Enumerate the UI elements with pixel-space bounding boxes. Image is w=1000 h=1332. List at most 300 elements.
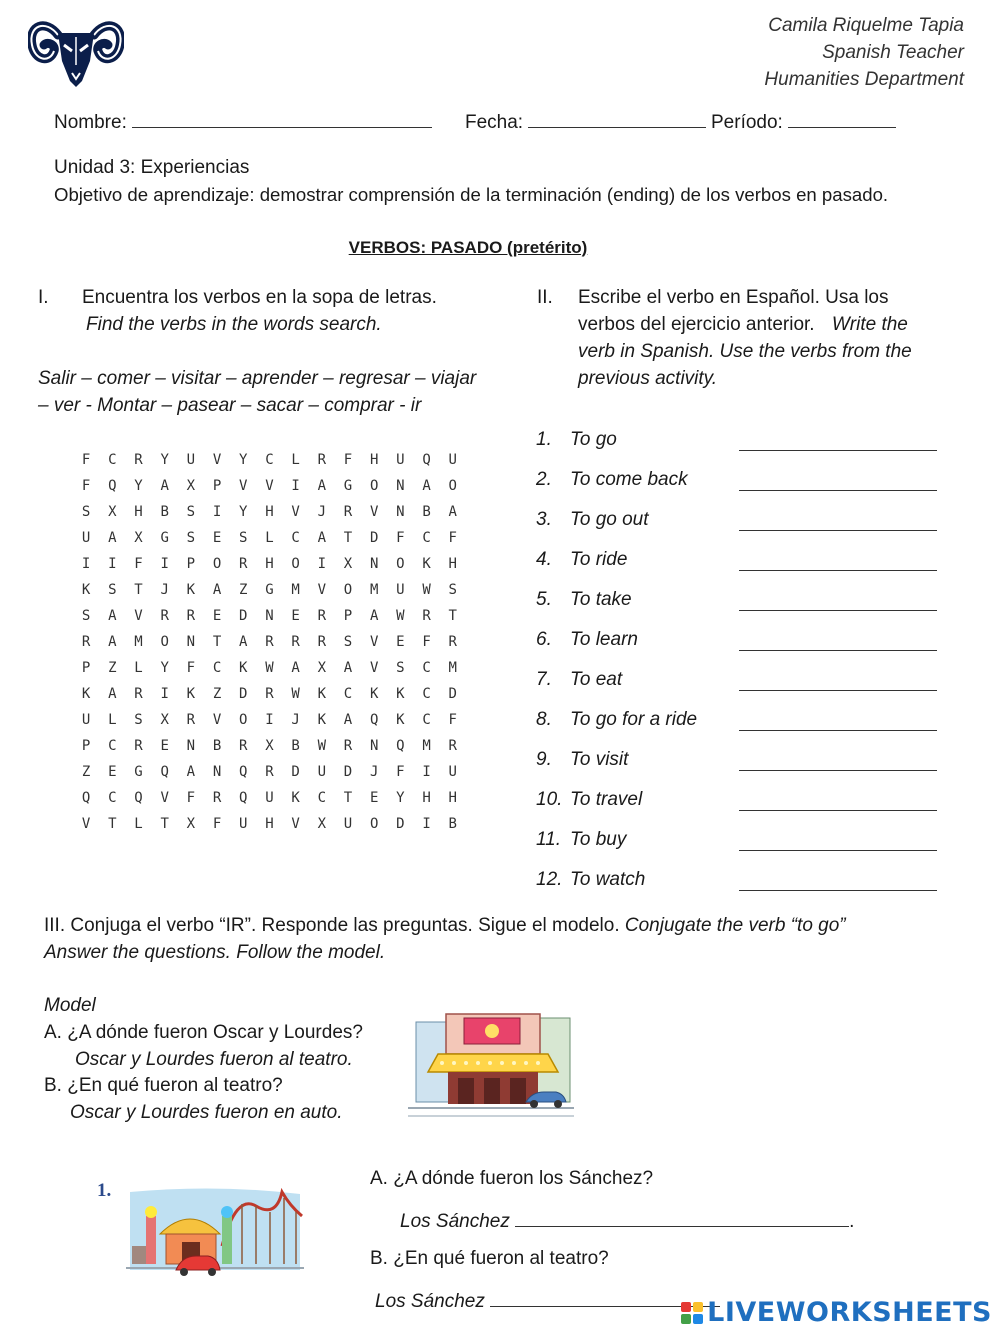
word-search-letter[interactable]: U bbox=[186, 452, 196, 468]
word-search-letter[interactable]: X bbox=[108, 504, 117, 520]
word-list-line-1: Salir – comer – visitar – aprender – regresar – viajar bbox=[38, 368, 477, 389]
exercise-1-answer-a-prefix: Los Sánchez bbox=[400, 1211, 510, 1232]
translation-item-english: To learn bbox=[570, 629, 638, 650]
word-search-letter[interactable]: H bbox=[265, 504, 274, 520]
word-search-letter[interactable]: X bbox=[186, 816, 196, 832]
word-search-letter[interactable]: A bbox=[291, 660, 300, 676]
word-search-letter[interactable]: H bbox=[448, 790, 457, 806]
word-search-letter[interactable]: D bbox=[369, 530, 379, 546]
translation-item-number: 8. bbox=[536, 709, 552, 730]
translation-item-number: 10. bbox=[536, 789, 563, 810]
exercise-1-number: 1. bbox=[97, 1180, 112, 1201]
word-search-letter[interactable]: O bbox=[448, 478, 457, 494]
word-search-letter[interactable]: V bbox=[81, 816, 91, 832]
word-search-letter[interactable]: Z bbox=[239, 582, 248, 598]
theater-illustration bbox=[408, 1008, 574, 1124]
word-search-letter[interactable]: L bbox=[108, 712, 117, 728]
period-field-row bbox=[711, 109, 896, 134]
word-search-letter[interactable]: U bbox=[448, 452, 457, 468]
word-search-letter[interactable]: V bbox=[212, 452, 222, 468]
word-search-letter[interactable]: C bbox=[108, 790, 117, 806]
part2-numeral: II. bbox=[537, 287, 553, 308]
word-search-letter[interactable]: R bbox=[186, 712, 196, 728]
exercise-1-answer-b-row bbox=[375, 1288, 720, 1313]
word-search-letter[interactable]: S bbox=[108, 582, 117, 598]
word-search-letter[interactable]: M bbox=[291, 582, 300, 598]
translation-answer-blank[interactable] bbox=[739, 530, 937, 531]
word-search-letter[interactable]: R bbox=[239, 738, 248, 754]
word-search-letter[interactable]: P bbox=[343, 608, 353, 624]
word-search-letter[interactable]: V bbox=[317, 582, 326, 598]
word-search-letter[interactable]: O bbox=[369, 816, 379, 832]
word-search-letter[interactable]: B bbox=[422, 504, 431, 520]
word-search-letter[interactable]: O bbox=[396, 556, 405, 572]
word-search-letter[interactable]: U bbox=[448, 764, 457, 780]
word-search-letter[interactable]: F bbox=[186, 660, 196, 676]
word-search-letter[interactable]: S bbox=[186, 530, 196, 546]
part2-line-4: previous activity. bbox=[578, 368, 718, 389]
word-search-letter[interactable]: S bbox=[186, 504, 196, 520]
word-search-letter[interactable]: A bbox=[108, 634, 117, 650]
word-search-letter[interactable]: J bbox=[317, 504, 326, 520]
word-search-letter[interactable]: F bbox=[81, 478, 91, 494]
word-search-letter[interactable]: O bbox=[291, 556, 300, 572]
word-search-letter[interactable]: W bbox=[422, 582, 431, 598]
word-search-letter[interactable]: X bbox=[134, 530, 143, 546]
word-search-letter[interactable]: D bbox=[396, 816, 405, 832]
word-search-letter[interactable]: J bbox=[160, 582, 169, 598]
part2-line-1: Escribe el verbo en Español. Usa los bbox=[578, 287, 889, 308]
liveworksheets-text: LIVEWORKSHEETS bbox=[707, 1297, 992, 1328]
school-logo-ram-icon bbox=[28, 15, 124, 91]
word-search-letter[interactable]: R bbox=[317, 608, 326, 624]
word-search-letter[interactable]: F bbox=[396, 530, 405, 546]
word-search-letter[interactable]: A bbox=[343, 660, 353, 676]
word-search-letter[interactable]: A bbox=[186, 764, 196, 780]
word-search-letter[interactable]: S bbox=[239, 530, 248, 546]
translation-item bbox=[536, 709, 941, 739]
part3-instruction-english-2: Answer the questions. Follow the model. bbox=[44, 942, 386, 963]
word-search-letter[interactable]: S bbox=[396, 660, 405, 676]
word-search-letter[interactable]: D bbox=[448, 686, 457, 702]
translation-item bbox=[536, 669, 941, 699]
word-search-letter[interactable]: D bbox=[239, 686, 248, 702]
word-search-letter[interactable]: R bbox=[134, 738, 143, 754]
word-search-letter[interactable]: N bbox=[369, 738, 379, 754]
name-blank[interactable] bbox=[132, 109, 432, 128]
word-search-letter[interactable]: O bbox=[343, 582, 353, 598]
word-search-letter[interactable]: A bbox=[317, 530, 326, 546]
liveworksheets-logo-icon bbox=[681, 1302, 703, 1324]
word-search-letter[interactable]: W bbox=[396, 608, 405, 624]
word-search-letter[interactable]: R bbox=[317, 634, 326, 650]
model-question-a: A. ¿A dónde fueron Oscar y Lourdes? bbox=[44, 1022, 363, 1043]
word-search-letter[interactable]: K bbox=[422, 556, 431, 572]
word-search-letter[interactable]: E bbox=[212, 608, 222, 624]
word-search-letter[interactable]: C bbox=[317, 790, 326, 806]
word-search-letter[interactable]: U bbox=[396, 582, 405, 598]
word-search-letter[interactable]: I bbox=[291, 478, 300, 494]
word-search-letter[interactable]: M bbox=[448, 660, 457, 676]
model-answer-b: Oscar y Lourdes fueron en auto. bbox=[70, 1102, 343, 1123]
word-search-letter[interactable]: Y bbox=[396, 790, 405, 806]
word-search-letter[interactable]: F bbox=[81, 452, 91, 468]
word-search-letter[interactable]: T bbox=[160, 816, 169, 832]
word-search-letter[interactable]: Q bbox=[239, 764, 248, 780]
word-search-letter[interactable]: H bbox=[422, 790, 431, 806]
translation-answer-blank[interactable] bbox=[739, 770, 937, 771]
word-search-letter[interactable]: A bbox=[422, 478, 431, 494]
translation-answer-blank[interactable] bbox=[739, 450, 937, 451]
translation-item-number: 1. bbox=[536, 429, 552, 450]
word-search-letter[interactable]: C bbox=[422, 660, 431, 676]
translation-answer-blank[interactable] bbox=[739, 650, 937, 651]
word-search-letter[interactable]: F bbox=[396, 764, 405, 780]
translation-item-number: 2. bbox=[536, 469, 552, 490]
word-search-letter[interactable]: D bbox=[291, 764, 300, 780]
word-search-letter[interactable]: N bbox=[369, 556, 379, 572]
word-search-letter[interactable]: K bbox=[186, 582, 196, 598]
name-label: Nombre: bbox=[54, 112, 127, 133]
translation-item bbox=[536, 509, 941, 539]
word-search-letter[interactable]: N bbox=[265, 608, 274, 624]
word-search-letter[interactable]: F bbox=[448, 530, 457, 546]
word-search-letter[interactable]: E bbox=[396, 634, 405, 650]
word-search-letter[interactable]: R bbox=[422, 608, 431, 624]
word-search-letter[interactable]: M bbox=[422, 738, 431, 754]
word-search-letter[interactable]: T bbox=[448, 608, 457, 624]
word-search-letter[interactable]: Y bbox=[160, 660, 169, 676]
liveworksheets-watermark[interactable] bbox=[681, 1297, 992, 1328]
word-search-letter[interactable]: L bbox=[265, 530, 274, 546]
word-search-letter[interactable]: N bbox=[396, 478, 405, 494]
part2-line-2-spanish: verbos del ejercicio anterior. bbox=[578, 314, 815, 335]
word-search-letter[interactable]: P bbox=[212, 478, 222, 494]
translation-item bbox=[536, 549, 941, 579]
word-search-letter[interactable]: V bbox=[369, 660, 379, 676]
word-search-letter[interactable]: Q bbox=[396, 738, 405, 754]
word-search-grid[interactable] bbox=[73, 447, 466, 837]
word-search-letter[interactable]: L bbox=[134, 660, 143, 676]
word-search-letter[interactable]: Q bbox=[81, 790, 91, 806]
word-search-letter[interactable]: E bbox=[160, 738, 169, 754]
word-search-letter[interactable]: V bbox=[265, 478, 274, 494]
word-search-letter[interactable]: R bbox=[343, 504, 353, 520]
part2-line-3: verb in Spanish. Use the verbs from the bbox=[578, 341, 912, 362]
word-search-letter[interactable]: Y bbox=[239, 504, 248, 520]
word-search-letter[interactable]: I bbox=[317, 556, 326, 572]
word-search-letter[interactable]: K bbox=[81, 686, 91, 702]
translation-answer-blank[interactable] bbox=[739, 810, 937, 811]
teacher-name: Camila Riquelme Tapia bbox=[768, 15, 964, 36]
part1-instruction-english: Find the verbs in the words search. bbox=[86, 314, 382, 335]
word-search-letter[interactable]: G bbox=[160, 530, 169, 546]
word-search-letter[interactable]: U bbox=[317, 764, 326, 780]
word-search-letter[interactable]: I bbox=[160, 686, 169, 702]
word-search-letter[interactable]: X bbox=[265, 738, 274, 754]
word-search-letter[interactable]: S bbox=[448, 582, 457, 598]
logo-block-red bbox=[681, 1302, 691, 1312]
translation-answer-blank[interactable] bbox=[739, 730, 937, 731]
word-search-letter[interactable]: Q bbox=[239, 790, 248, 806]
word-search-letter[interactable]: D bbox=[239, 608, 248, 624]
word-search-letter[interactable]: C bbox=[422, 686, 431, 702]
word-search-letter[interactable]: Y bbox=[239, 452, 248, 468]
word-search-letter[interactable]: N bbox=[212, 764, 222, 780]
word-search-letter[interactable]: Q bbox=[108, 478, 117, 494]
translation-answer-blank[interactable] bbox=[739, 690, 937, 691]
word-search-letter[interactable]: F bbox=[448, 712, 457, 728]
part2-line-2 bbox=[578, 314, 908, 336]
word-search-letter[interactable]: Q bbox=[160, 764, 169, 780]
word-search-letter[interactable]: A bbox=[369, 608, 379, 624]
word-search-letter[interactable]: A bbox=[343, 712, 353, 728]
word-search-letter[interactable]: R bbox=[160, 608, 169, 624]
translation-item-english: To come back bbox=[570, 469, 688, 490]
word-search-letter[interactable]: C bbox=[291, 530, 300, 546]
word-search-letter[interactable]: H bbox=[265, 556, 274, 572]
word-search-letter[interactable]: V bbox=[239, 478, 248, 494]
word-search-letter[interactable]: B bbox=[212, 738, 222, 754]
name-field-row bbox=[54, 109, 432, 134]
translation-item bbox=[536, 429, 941, 459]
word-search-letter[interactable]: U bbox=[265, 790, 274, 806]
word-search-letter[interactable]: V bbox=[134, 608, 143, 624]
word-search-letter[interactable]: S bbox=[343, 634, 353, 650]
word-search-letter[interactable]: R bbox=[317, 452, 326, 468]
word-search-letter[interactable]: W bbox=[291, 686, 300, 702]
word-search-letter[interactable]: R bbox=[81, 634, 91, 650]
word-search-letter[interactable]: P bbox=[81, 660, 91, 676]
part3-instruction-line-1 bbox=[44, 915, 846, 937]
word-search-letter[interactable]: V bbox=[212, 712, 222, 728]
word-search-letter[interactable]: G bbox=[134, 764, 143, 780]
word-search-letter[interactable]: U bbox=[343, 816, 353, 832]
word-search-letter[interactable]: B bbox=[160, 504, 169, 520]
translation-item bbox=[536, 589, 941, 619]
word-search-letter[interactable]: O bbox=[369, 478, 379, 494]
translation-item bbox=[536, 749, 941, 779]
word-search-letter[interactable]: R bbox=[134, 686, 143, 702]
word-search-letter[interactable]: C bbox=[422, 530, 431, 546]
word-search-letter[interactable]: F bbox=[186, 790, 196, 806]
word-search-letter[interactable]: L bbox=[134, 816, 143, 832]
word-search-letter[interactable]: V bbox=[160, 790, 169, 806]
translation-item-english: To take bbox=[570, 589, 632, 610]
word-search-letter[interactable]: J bbox=[369, 764, 379, 780]
model-label: Model bbox=[44, 995, 96, 1016]
word-search-letter[interactable]: D bbox=[343, 764, 353, 780]
word-search-letter[interactable]: K bbox=[291, 790, 300, 806]
word-search-letter[interactable]: C bbox=[343, 686, 353, 702]
word-search-letter[interactable]: T bbox=[212, 634, 222, 650]
word-search-letter[interactable]: Q bbox=[369, 712, 379, 728]
exercise-1-answer-a-period: . bbox=[849, 1211, 855, 1232]
word-search-letter[interactable]: B bbox=[291, 738, 300, 754]
word-search-letter[interactable]: X bbox=[160, 712, 169, 728]
word-search-letter[interactable]: K bbox=[317, 686, 326, 702]
word-search-letter[interactable]: P bbox=[81, 738, 91, 754]
translation-item-english: To travel bbox=[570, 789, 643, 810]
word-search-letter[interactable]: R bbox=[265, 686, 274, 702]
word-search-letter[interactable]: S bbox=[81, 504, 91, 520]
word-search-letter[interactable]: M bbox=[134, 634, 143, 650]
word-search-letter[interactable]: E bbox=[291, 608, 300, 624]
word-search-letter[interactable]: H bbox=[448, 556, 457, 572]
word-search-letter[interactable]: V bbox=[291, 504, 300, 520]
word-search-letter[interactable]: W bbox=[265, 660, 274, 676]
word-search-letter[interactable]: K bbox=[317, 712, 326, 728]
word-search-letter[interactable]: U bbox=[239, 816, 248, 832]
translation-item bbox=[536, 469, 941, 499]
part1-instruction: Encuentra los verbos en la sopa de letras. bbox=[82, 287, 437, 308]
exercise-1-answer-a-blank[interactable] bbox=[515, 1208, 849, 1227]
word-search-letter[interactable]: K bbox=[396, 686, 405, 702]
word-search-letter[interactable]: X bbox=[186, 478, 196, 494]
word-search-letter[interactable]: S bbox=[134, 712, 143, 728]
word-search-letter[interactable]: I bbox=[108, 556, 117, 572]
word-search-letter[interactable]: S bbox=[81, 608, 91, 624]
amusement-park-illustration bbox=[126, 1186, 304, 1292]
word-search-letter[interactable]: C bbox=[108, 738, 117, 754]
word-search-letter[interactable]: R bbox=[291, 634, 300, 650]
word-search-letter[interactable]: I bbox=[212, 504, 222, 520]
word-search-letter[interactable]: O bbox=[160, 634, 169, 650]
word-search-letter[interactable]: R bbox=[212, 790, 222, 806]
word-search-letter[interactable]: E bbox=[108, 764, 117, 780]
word-search-letter[interactable]: I bbox=[160, 556, 169, 572]
word-list-line-2: – ver - Montar – pasear – sacar – comprar - ir bbox=[38, 395, 422, 416]
word-search-letter[interactable]: Y bbox=[134, 478, 143, 494]
logo-block-green bbox=[681, 1314, 691, 1324]
word-search-letter[interactable]: Z bbox=[212, 686, 222, 702]
word-search-letter[interactable]: A bbox=[448, 504, 457, 520]
word-search-letter[interactable]: R bbox=[265, 634, 274, 650]
word-search-letter[interactable]: A bbox=[317, 478, 326, 494]
word-search-letter[interactable]: A bbox=[108, 530, 117, 546]
word-search-letter[interactable]: M bbox=[369, 582, 379, 598]
word-search-letter[interactable]: L bbox=[291, 452, 300, 468]
word-search-letter[interactable]: H bbox=[265, 816, 274, 832]
word-search-letter[interactable]: H bbox=[134, 504, 143, 520]
word-search-letter[interactable]: K bbox=[81, 582, 91, 598]
logo-block-yellow bbox=[693, 1302, 703, 1312]
word-search-letter[interactable]: J bbox=[291, 712, 300, 728]
word-search-letter[interactable]: R bbox=[448, 738, 457, 754]
word-search-letter[interactable]: V bbox=[369, 634, 379, 650]
translation-item-number: 4. bbox=[536, 549, 552, 570]
word-search-letter[interactable]: T bbox=[343, 530, 353, 546]
word-search-letter[interactable]: I bbox=[265, 712, 274, 728]
word-search-letter[interactable]: O bbox=[239, 712, 248, 728]
part1-numeral: I. bbox=[38, 287, 49, 308]
word-search-letter[interactable]: I bbox=[422, 816, 431, 832]
word-search-letter[interactable]: N bbox=[186, 634, 196, 650]
word-search-letter[interactable]: U bbox=[81, 530, 91, 546]
word-search-letter[interactable]: X bbox=[317, 816, 326, 832]
word-search-letter[interactable]: A bbox=[212, 582, 222, 598]
word-search-letter[interactable]: R bbox=[239, 556, 248, 572]
word-search-letter[interactable]: C bbox=[265, 452, 274, 468]
word-search-letter[interactable]: T bbox=[343, 790, 353, 806]
word-search-letter[interactable]: K bbox=[369, 686, 379, 702]
word-search-letter[interactable]: H bbox=[369, 452, 379, 468]
teacher-role: Spanish Teacher bbox=[822, 42, 964, 63]
word-search-letter[interactable]: A bbox=[108, 608, 117, 624]
word-search-letter[interactable]: R bbox=[265, 764, 274, 780]
word-search-letter[interactable]: R bbox=[134, 452, 143, 468]
date-label: Fecha: bbox=[465, 112, 524, 133]
model-answer-a: Oscar y Lourdes fueron al teatro. bbox=[75, 1049, 353, 1070]
exercise-1-question-b: B. ¿En qué fueron al teatro? bbox=[370, 1248, 609, 1269]
word-search-letter[interactable]: R bbox=[343, 738, 353, 754]
word-search-letter[interactable]: V bbox=[369, 504, 379, 520]
word-search-letter[interactable]: T bbox=[134, 582, 143, 598]
word-search-letter[interactable]: C bbox=[422, 712, 431, 728]
translation-answer-blank[interactable] bbox=[739, 890, 937, 891]
word-search-letter[interactable]: U bbox=[396, 452, 405, 468]
word-search-letter[interactable]: B bbox=[448, 816, 457, 832]
word-search-letter[interactable]: N bbox=[396, 504, 405, 520]
word-search-letter[interactable]: Q bbox=[422, 452, 431, 468]
word-search-letter[interactable]: A bbox=[160, 478, 169, 494]
word-search-letter[interactable]: W bbox=[317, 738, 326, 754]
word-search-letter[interactable]: X bbox=[317, 660, 326, 676]
word-search-letter[interactable]: Z bbox=[108, 660, 117, 676]
word-search-letter[interactable]: E bbox=[369, 790, 379, 806]
translation-answer-blank[interactable] bbox=[739, 570, 937, 571]
translation-item bbox=[536, 869, 941, 899]
translation-item bbox=[536, 829, 941, 859]
word-search-letter[interactable]: U bbox=[81, 712, 91, 728]
word-search-letter[interactable]: T bbox=[108, 816, 117, 832]
word-search-letter[interactable]: Q bbox=[134, 790, 143, 806]
word-search-letter[interactable]: X bbox=[343, 556, 353, 572]
date-blank[interactable] bbox=[528, 109, 706, 128]
word-search-letter[interactable]: V bbox=[291, 816, 300, 832]
word-search-letter[interactable]: E bbox=[212, 530, 222, 546]
translation-item-english: To eat bbox=[570, 669, 623, 690]
word-search-letter[interactable]: K bbox=[239, 660, 248, 676]
word-search-letter[interactable]: F bbox=[343, 452, 353, 468]
word-search-letter[interactable]: F bbox=[134, 556, 143, 572]
word-search-letter[interactable]: R bbox=[186, 608, 196, 624]
word-search-letter[interactable]: G bbox=[343, 478, 353, 494]
translation-answer-blank[interactable] bbox=[739, 490, 937, 491]
word-search-letter[interactable]: P bbox=[186, 556, 196, 572]
period-blank[interactable] bbox=[788, 109, 896, 128]
word-search-letter[interactable]: A bbox=[239, 634, 248, 650]
word-search-letter[interactable]: C bbox=[108, 452, 117, 468]
word-search-letter[interactable]: O bbox=[212, 556, 222, 572]
word-search-letter[interactable]: K bbox=[396, 712, 405, 728]
word-search-letter[interactable]: Z bbox=[81, 764, 91, 780]
word-search-letter[interactable]: K bbox=[186, 686, 196, 702]
translation-answer-blank[interactable] bbox=[739, 610, 937, 611]
translation-item-english: To ride bbox=[570, 549, 628, 570]
word-search-letter[interactable]: I bbox=[422, 764, 431, 780]
word-search-letter[interactable]: Y bbox=[160, 452, 169, 468]
word-search-letter[interactable]: I bbox=[81, 556, 91, 572]
word-search-letter[interactable]: F bbox=[422, 634, 431, 650]
word-search-letter[interactable]: C bbox=[212, 660, 222, 676]
word-search-letter[interactable]: F bbox=[212, 816, 222, 832]
word-search-letter[interactable]: N bbox=[186, 738, 196, 754]
word-search-letter[interactable]: R bbox=[448, 634, 457, 650]
word-search-letter[interactable]: G bbox=[265, 582, 274, 598]
word-search-letter[interactable]: A bbox=[108, 686, 117, 702]
translation-answer-blank[interactable] bbox=[739, 850, 937, 851]
